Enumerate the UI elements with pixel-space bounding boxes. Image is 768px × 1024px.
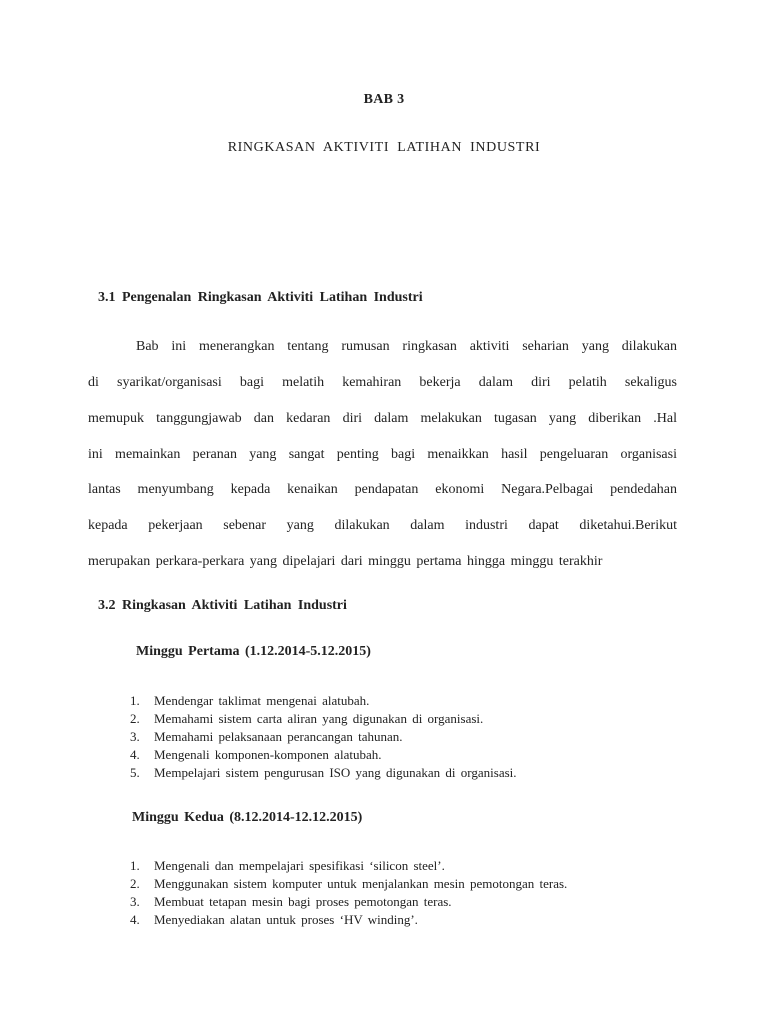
list-item	[130, 764, 517, 782]
paragraph-line: memupuk tanggungjawab dan kedaran diri dalam melakukan tugasan yang diberikan .Hal	[88, 411, 677, 426]
list-item	[130, 710, 517, 728]
list-item-text: Menggunakan sistem komputer untuk menjalankan mesin pemotongan teras.	[154, 876, 568, 891]
chapter-number: BAB 3	[363, 92, 405, 107]
list-item-text: Mempelajari sistem pengurusan ISO yang digunakan di organisasi.	[154, 765, 517, 780]
list-item	[130, 875, 567, 893]
list-item-text: Mengenali dan mempelajari spesifikasi ‘silicon steel’.	[154, 858, 445, 873]
list-item-number: 2.	[130, 876, 140, 891]
list-item-text: Mendengar taklimat mengenai alatubah.	[154, 693, 370, 708]
list-item-text: Memahami sistem carta aliran yang digunakan di organisasi.	[154, 711, 484, 726]
paragraph-line: merupakan perkara-perkara yang dipelajari dari minggu pertama hingga minggu terakhir	[88, 554, 603, 569]
week-1-heading: Minggu Pertama (1.12.2014-5.12.2015)	[136, 644, 371, 659]
list-item-number: 4.	[130, 747, 140, 762]
list-item-number: 3.	[130, 729, 140, 744]
list-item-text: Mengenali komponen-komponen alatubah.	[154, 747, 382, 762]
list-item-number: 2.	[130, 711, 140, 726]
list-item-number: 4.	[130, 912, 140, 927]
list-item-text: Membuat tetapan mesin bagi proses pemotongan teras.	[154, 894, 452, 909]
list-item-number: 3.	[130, 894, 140, 909]
list-item-text: Memahami pelaksanaan perancangan tahunan.	[154, 729, 403, 744]
week-2-heading: Minggu Kedua (8.12.2014-12.12.2015)	[132, 810, 363, 825]
chapter-title: RINGKASAN AKTIVITI LATIHAN INDUSTRI	[227, 140, 541, 155]
list-item	[130, 692, 517, 710]
list-item	[130, 893, 567, 911]
list-item-number: 1.	[130, 693, 140, 708]
week-2-activity-list	[130, 857, 567, 929]
section-heading-3-1: 3.1 Pengenalan Ringkasan Aktiviti Latihan Industri	[98, 290, 423, 305]
paragraph-line: lantas menyumbang kepada kenaikan pendapatan ekonomi Negara.Pelbagai pendedahan	[88, 482, 677, 497]
list-item-text: Menyediakan alatan untuk proses ‘HV winding’.	[154, 912, 418, 927]
paragraph-line: Bab ini menerangkan tentang rumusan ringkasan aktiviti seharian yang dilakukan	[136, 339, 677, 354]
list-item	[130, 857, 567, 875]
list-item-number: 5.	[130, 765, 140, 780]
week-1-activity-list	[130, 692, 517, 782]
list-item	[130, 746, 517, 764]
list-item	[130, 728, 517, 746]
section-heading-3-2: 3.2 Ringkasan Aktiviti Latihan Industri	[98, 598, 347, 613]
paragraph-line: di syarikat/organisasi bagi melatih kemahiran bekerja dalam diri pelatih sekaligus	[88, 375, 677, 390]
list-item	[130, 911, 567, 929]
paragraph-line: ini memainkan peranan yang sangat penting bagi menaikkan hasil pengeluaran organisasi	[88, 447, 677, 462]
list-item-number: 1.	[130, 858, 140, 873]
paragraph-line: kepada pekerjaan sebenar yang dilakukan dalam industri dapat diketahui.Berikut	[88, 518, 677, 533]
